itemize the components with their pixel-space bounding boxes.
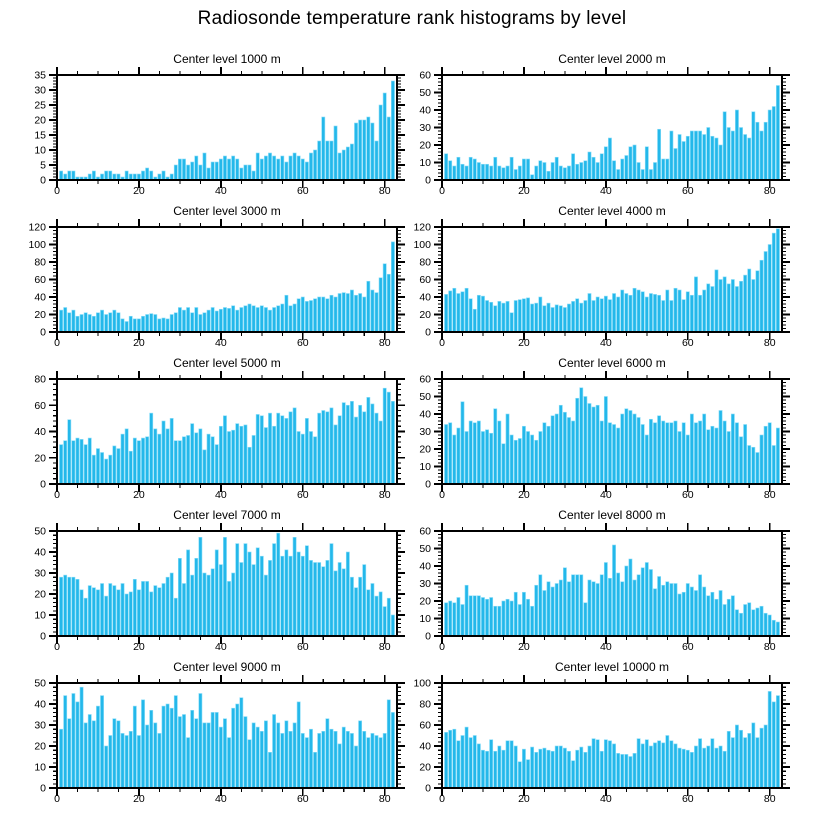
histogram-9000m-svg: [0, 656, 412, 808]
svg-text:20: 20: [34, 740, 46, 753]
svg-text:20: 20: [419, 761, 431, 774]
svg-text:40: 40: [34, 698, 46, 711]
svg-text:Center level 8000 m: Center level 8000 m: [558, 508, 666, 522]
svg-text:5: 5: [40, 159, 46, 172]
histogram-1000m-svg: [0, 48, 412, 200]
svg-text:60: 60: [296, 489, 309, 501]
svg-text:20: 20: [133, 793, 145, 805]
panel-center-level-8000m: [412, 504, 824, 656]
histogram-5000m-svg: [0, 352, 412, 504]
svg-text:Center level 2000 m: Center level 2000 m: [558, 52, 666, 66]
svg-text:20: 20: [518, 185, 530, 197]
panel-center-level-7000m: [0, 504, 412, 656]
svg-text:0: 0: [425, 174, 431, 187]
svg-text:30: 30: [34, 567, 46, 580]
svg-text:50: 50: [419, 391, 431, 404]
svg-text:60: 60: [419, 274, 431, 287]
svg-text:120: 120: [413, 221, 431, 234]
svg-text:40: 40: [600, 337, 612, 349]
svg-text:0: 0: [54, 337, 60, 349]
histogram-4000m-svg: [412, 200, 824, 352]
svg-text:80: 80: [34, 256, 46, 269]
svg-text:40: 40: [34, 426, 46, 439]
svg-text:60: 60: [419, 719, 431, 732]
svg-text:80: 80: [378, 641, 391, 653]
svg-text:10: 10: [34, 761, 46, 774]
svg-text:40: 40: [215, 793, 227, 805]
svg-text:20: 20: [34, 452, 46, 465]
svg-text:20: 20: [133, 185, 145, 197]
svg-text:80: 80: [763, 185, 776, 197]
svg-text:40: 40: [600, 185, 612, 197]
svg-text:10: 10: [419, 157, 431, 170]
svg-text:40: 40: [34, 291, 46, 304]
svg-text:60: 60: [296, 793, 309, 805]
svg-text:20: 20: [518, 793, 530, 805]
panel-center-level-9000m: [0, 656, 412, 808]
svg-text:10: 10: [34, 609, 46, 622]
svg-text:0: 0: [439, 641, 445, 653]
svg-text:80: 80: [378, 185, 391, 197]
svg-text:80: 80: [378, 793, 391, 805]
panel-center-level-5000m: [0, 352, 412, 504]
svg-text:60: 60: [681, 337, 694, 349]
svg-text:40: 40: [600, 641, 612, 653]
svg-text:80: 80: [763, 793, 776, 805]
svg-text:80: 80: [419, 256, 431, 269]
svg-text:Center level 9000 m: Center level 9000 m: [173, 660, 281, 674]
svg-text:15: 15: [34, 129, 46, 142]
svg-text:0: 0: [425, 782, 431, 795]
svg-text:40: 40: [215, 641, 227, 653]
svg-text:0: 0: [54, 489, 60, 501]
svg-text:Center level 10000 m: Center level 10000 m: [554, 660, 670, 674]
svg-text:0: 0: [40, 478, 46, 491]
svg-text:60: 60: [34, 274, 46, 287]
svg-text:20: 20: [419, 595, 431, 608]
svg-text:Center level 5000 m: Center level 5000 m: [173, 356, 281, 370]
svg-text:0: 0: [425, 630, 431, 643]
svg-text:40: 40: [600, 793, 612, 805]
panel-center-level-10000m: [412, 656, 824, 808]
svg-text:60: 60: [681, 489, 694, 501]
svg-text:10: 10: [419, 461, 431, 474]
svg-text:0: 0: [54, 185, 60, 197]
histogram-3000m-svg: [0, 200, 412, 352]
svg-text:60: 60: [419, 69, 431, 82]
svg-text:20: 20: [518, 641, 530, 653]
svg-text:Center level 3000 m: Center level 3000 m: [173, 204, 281, 218]
svg-text:10: 10: [419, 613, 431, 626]
panels-grid: [0, 48, 824, 808]
svg-text:50: 50: [419, 87, 431, 100]
svg-text:80: 80: [763, 641, 776, 653]
svg-text:Center level 7000 m: Center level 7000 m: [173, 508, 281, 522]
svg-text:40: 40: [215, 185, 227, 197]
histogram-6000m-svg: [412, 352, 824, 504]
svg-text:40: 40: [419, 291, 431, 304]
svg-text:20: 20: [419, 443, 431, 456]
svg-text:35: 35: [34, 69, 46, 82]
svg-text:40: 40: [419, 104, 431, 117]
histogram-8000m-svg: [412, 504, 824, 656]
svg-text:20: 20: [133, 489, 145, 501]
svg-text:80: 80: [763, 337, 776, 349]
svg-text:40: 40: [600, 489, 612, 501]
svg-text:120: 120: [28, 221, 46, 234]
svg-text:Center level 6000 m: Center level 6000 m: [558, 356, 666, 370]
svg-text:30: 30: [419, 426, 431, 439]
svg-text:20: 20: [34, 114, 46, 127]
svg-text:0: 0: [439, 185, 445, 197]
svg-text:30: 30: [419, 578, 431, 591]
svg-text:40: 40: [34, 546, 46, 559]
panel-center-level-2000m: [412, 48, 824, 200]
page-title: Radiosonde temperature rank histograms by level: [197, 8, 627, 29]
svg-text:10: 10: [34, 144, 46, 157]
svg-text:40: 40: [419, 408, 431, 421]
svg-text:0: 0: [425, 478, 431, 491]
panel-center-level-6000m: [412, 352, 824, 504]
svg-text:0: 0: [439, 793, 445, 805]
svg-text:20: 20: [419, 139, 431, 152]
svg-text:100: 100: [413, 239, 431, 252]
svg-text:20: 20: [34, 588, 46, 601]
histogram-7000m-svg: [0, 504, 412, 656]
svg-text:0: 0: [40, 326, 46, 339]
svg-text:80: 80: [763, 489, 776, 501]
svg-text:0: 0: [40, 174, 46, 187]
svg-text:0: 0: [40, 630, 46, 643]
svg-text:50: 50: [34, 525, 46, 538]
svg-text:0: 0: [54, 793, 60, 805]
svg-text:Center level 1000 m: Center level 1000 m: [173, 52, 281, 66]
panel-center-level-4000m: [412, 200, 824, 352]
svg-text:60: 60: [296, 337, 309, 349]
svg-text:0: 0: [54, 641, 60, 653]
svg-text:60: 60: [296, 185, 309, 197]
svg-text:60: 60: [681, 185, 694, 197]
svg-text:60: 60: [34, 399, 46, 412]
svg-text:30: 30: [34, 84, 46, 97]
histogram-10000m-svg: [412, 656, 824, 808]
svg-text:50: 50: [419, 543, 431, 556]
svg-text:80: 80: [378, 489, 391, 501]
svg-text:80: 80: [34, 373, 46, 386]
svg-text:Center level 4000 m: Center level 4000 m: [558, 204, 666, 218]
svg-text:30: 30: [34, 719, 46, 732]
svg-text:80: 80: [378, 337, 391, 349]
svg-text:100: 100: [413, 677, 431, 690]
svg-text:20: 20: [133, 641, 145, 653]
svg-text:20: 20: [419, 309, 431, 322]
svg-text:40: 40: [215, 489, 227, 501]
svg-text:80: 80: [419, 698, 431, 711]
svg-text:60: 60: [296, 641, 309, 653]
svg-text:20: 20: [518, 337, 530, 349]
svg-text:40: 40: [215, 337, 227, 349]
svg-text:25: 25: [34, 99, 46, 112]
svg-text:0: 0: [439, 489, 445, 501]
svg-text:20: 20: [34, 309, 46, 322]
panel-center-level-3000m: [0, 200, 412, 352]
svg-text:40: 40: [419, 560, 431, 573]
svg-text:0: 0: [439, 337, 445, 349]
histogram-2000m-svg: [412, 48, 824, 200]
svg-text:40: 40: [419, 740, 431, 753]
svg-text:20: 20: [133, 337, 145, 349]
svg-text:0: 0: [40, 782, 46, 795]
svg-text:60: 60: [681, 641, 694, 653]
svg-text:100: 100: [28, 239, 46, 252]
svg-text:20: 20: [518, 489, 530, 501]
svg-text:30: 30: [419, 122, 431, 135]
svg-text:0: 0: [425, 326, 431, 339]
svg-text:60: 60: [419, 525, 431, 538]
svg-text:50: 50: [34, 677, 46, 690]
svg-text:60: 60: [681, 793, 694, 805]
panel-center-level-1000m: [0, 48, 412, 200]
svg-text:60: 60: [419, 373, 431, 386]
